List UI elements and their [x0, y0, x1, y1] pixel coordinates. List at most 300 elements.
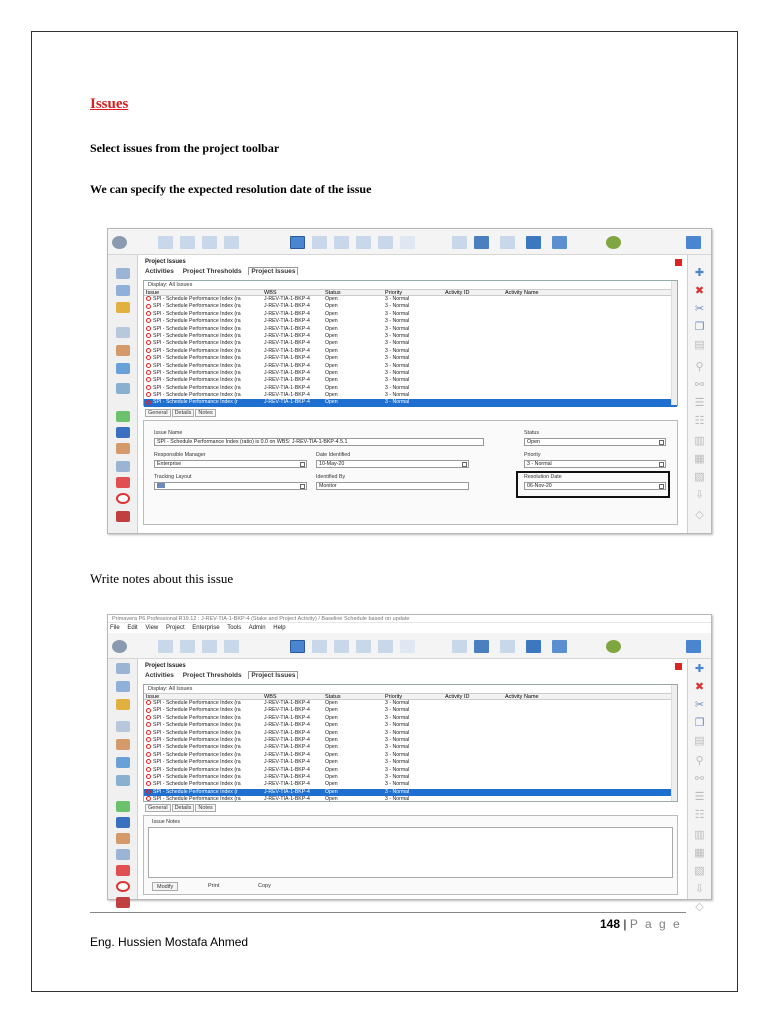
cell-activity-name — [505, 377, 625, 384]
cell-activity-id — [445, 318, 505, 325]
priority-select[interactable] — [524, 460, 666, 468]
cell-status: Open — [325, 781, 338, 788]
toolbar — [108, 633, 711, 659]
issue-alert-icon — [146, 781, 151, 786]
issue-text: SPI - Schedule Performance Index (ra — [153, 303, 241, 310]
cell-activity-id — [445, 340, 505, 347]
filter-icon[interactable] — [526, 236, 541, 249]
wbs-icon[interactable] — [116, 302, 130, 313]
issue-alert-icon — [146, 392, 151, 397]
steps-icon[interactable]: ▦ — [694, 847, 705, 859]
cell-issue — [144, 392, 264, 399]
instruction-resolution: We can specify the expected resolution date of the issue — [90, 182, 372, 196]
cell-activity-id — [445, 303, 505, 310]
tab-general[interactable]: General — [145, 804, 171, 812]
table-row[interactable] — [144, 355, 677, 362]
cell-status: Open — [325, 296, 338, 302]
date-identified-field[interactable] — [316, 460, 469, 468]
table-row[interactable] — [144, 318, 677, 325]
cell-priority: 3 - Normal — [385, 296, 410, 302]
vertical-scrollbar[interactable] — [671, 281, 677, 405]
cell-status: Open — [325, 355, 338, 362]
issue-text: SPI - Schedule Performance Index (ra — [153, 362, 241, 369]
left-toolbar — [108, 659, 138, 899]
delete-icon[interactable]: ✖ — [694, 681, 705, 693]
table-row[interactable] — [144, 752, 677, 759]
cell-activity-id — [445, 774, 505, 781]
author-footer: Eng. Hussien Mostafa Ahmed — [90, 935, 249, 949]
table-body — [144, 700, 677, 803]
wbs-icon[interactable] — [116, 699, 130, 710]
issue-text: SPI - Schedule Performance Index (ra — [153, 736, 241, 743]
settings-icon[interactable] — [112, 236, 127, 249]
issue-notes-editor[interactable] — [148, 827, 673, 878]
cell-activity-name — [505, 318, 625, 325]
table-row[interactable] — [144, 392, 677, 399]
instruction-notes: Write notes about this issue — [90, 571, 234, 586]
cell-activity-id — [445, 355, 505, 362]
col-status[interactable]: Status — [325, 694, 341, 700]
table-row[interactable] — [144, 296, 677, 303]
page-separator: | — [623, 917, 627, 931]
menu-enterprise[interactable]: Enterprise — [192, 625, 220, 631]
chart-icon[interactable] — [202, 640, 217, 653]
tracking-layout-field[interactable] — [154, 482, 307, 490]
menu-bar — [110, 625, 292, 631]
bar-icon[interactable] — [334, 640, 349, 653]
cell-issue — [144, 707, 264, 714]
col-status[interactable]: Status — [325, 290, 341, 296]
issues-nav-icon[interactable] — [116, 881, 130, 892]
layout-icon[interactable] — [158, 236, 173, 249]
issue-alert-icon — [146, 355, 151, 360]
assign-icon[interactable]: ⚲ — [695, 361, 704, 373]
risks-icon[interactable] — [116, 897, 130, 908]
table-row[interactable] — [144, 333, 677, 340]
col-issue[interactable]: Issue — [146, 694, 160, 700]
assign-icon[interactable]: ⚲ — [695, 755, 704, 767]
table-row[interactable] — [144, 370, 677, 377]
cell-activity-id — [445, 370, 505, 377]
cell-issue — [144, 355, 264, 362]
issue-alert-icon — [146, 774, 151, 779]
cell-priority: 3 - Normal — [385, 384, 410, 391]
issues-table — [143, 280, 678, 406]
reports-icon[interactable] — [116, 817, 130, 828]
display-filter[interactable]: Display: All Issues — [148, 282, 193, 288]
cell-status: Open — [325, 362, 338, 369]
cell-activity-name — [505, 392, 625, 399]
responsible-manager-field[interactable] — [154, 460, 307, 468]
outdent-icon[interactable]: ☷ — [694, 415, 705, 427]
cell-issue — [144, 377, 264, 384]
thresholds-icon[interactable] — [116, 477, 130, 488]
tracking-icon[interactable] — [116, 411, 130, 422]
paste-icon[interactable]: ▤ — [694, 339, 705, 351]
move-left-icon[interactable]: ◇ — [695, 901, 704, 913]
cell-activity-id — [445, 296, 505, 303]
close-icon[interactable] — [675, 663, 682, 670]
status-value: Open — [527, 439, 540, 445]
col-wbs[interactable]: WBS — [264, 290, 277, 296]
table-row[interactable] — [144, 700, 677, 707]
steps-icon[interactable]: ▦ — [694, 453, 705, 465]
align-icon[interactable] — [452, 640, 467, 653]
cell-priority: 3 - Normal — [385, 714, 410, 721]
cell-status: Open — [325, 796, 338, 803]
align-icon[interactable] — [452, 236, 467, 249]
table-row[interactable] — [144, 730, 677, 737]
group-icon[interactable] — [500, 640, 515, 653]
cell-status: Open — [325, 788, 338, 795]
menu-help[interactable]: Help — [273, 625, 286, 631]
chevron-down-icon[interactable] — [659, 440, 664, 445]
cell-priority: 3 - Normal — [385, 347, 410, 354]
col-activity-name[interactable]: Activity Name — [505, 694, 539, 700]
cell-priority: 3 - Normal — [385, 736, 410, 743]
move-down-icon[interactable]: ⇩ — [694, 489, 705, 501]
cell-activity-id — [445, 392, 505, 399]
zoom-icon[interactable] — [552, 236, 567, 249]
cell-wbs: J-REV-TIA-1-BKP-4 — [264, 714, 310, 721]
calendar-icon[interactable] — [462, 462, 467, 467]
move-down-icon[interactable]: ⇩ — [694, 883, 705, 895]
expenses-icon[interactable]: ▧ — [694, 471, 705, 483]
cell-activity-name — [505, 715, 625, 722]
display-filter[interactable]: Display: All Issues — [148, 686, 193, 692]
menu-project[interactable]: Project — [165, 625, 185, 631]
cell-wbs: J-REV-TIA-1-BKP-4 — [264, 707, 310, 714]
issue-alert-icon — [146, 722, 151, 727]
menu-file[interactable]: File — [110, 625, 120, 631]
chevron-down-icon[interactable] — [659, 462, 664, 467]
table-row[interactable] — [144, 722, 677, 729]
cell-status: Open — [325, 700, 338, 706]
cell-activity-name — [505, 311, 625, 318]
cell-wbs: J-REV-TIA-1-BKP-4 — [264, 751, 310, 758]
issue-alert-icon — [146, 311, 151, 316]
issue-alert-icon — [146, 363, 151, 368]
settings-icon[interactable] — [112, 640, 127, 653]
table-row[interactable] — [144, 744, 677, 751]
close-icon[interactable] — [675, 259, 682, 266]
tab-project-thresholds[interactable]: Project Thresholds — [182, 672, 242, 679]
col-activity-id[interactable]: Activity ID — [445, 290, 470, 296]
menu-edit[interactable]: Edit — [127, 625, 138, 631]
issue-alert-icon — [146, 744, 151, 749]
table-row[interactable] — [144, 303, 677, 310]
cell-wbs: J-REV-TIA-1-BKP-4 — [264, 399, 310, 406]
table-icon[interactable] — [312, 236, 327, 249]
add-icon[interactable]: ✚ — [694, 267, 705, 279]
zoom-icon[interactable] — [552, 640, 567, 653]
cell-issue — [144, 311, 264, 318]
issue-text: SPI - Schedule Performance Index (ra — [153, 369, 241, 376]
indent-icon[interactable]: ☰ — [694, 791, 705, 803]
eps-icon[interactable] — [116, 681, 130, 692]
tab-general[interactable]: General — [145, 409, 171, 417]
responsible-manager-label: Responsible Manager — [154, 452, 206, 458]
modify-button[interactable]: Modify — [152, 882, 178, 891]
cell-status: Open — [325, 736, 338, 743]
issues-icon[interactable] — [290, 640, 305, 653]
issue-alert-icon — [146, 759, 151, 764]
table-row[interactable] — [144, 796, 677, 803]
issue-text: SPI - Schedule Performance Index (ra — [153, 347, 241, 354]
grid-icon[interactable] — [180, 236, 195, 249]
issues-nav-icon[interactable] — [116, 493, 130, 504]
table-row[interactable] — [144, 348, 677, 355]
projects-icon[interactable] — [116, 268, 130, 279]
cell-status: Open — [325, 722, 338, 729]
tracking-icon[interactable] — [116, 801, 130, 812]
eps-icon[interactable] — [116, 285, 130, 296]
thresholds-icon[interactable] — [116, 865, 130, 876]
issue-name-field[interactable]: SPI - Schedule Performance Index (ratio) is 0.0 on WBS: J-REV-TIA-1-BKP-4.5.1 — [154, 438, 484, 446]
browse-icon[interactable] — [300, 462, 305, 467]
panels-icon[interactable] — [686, 640, 701, 653]
table-row[interactable] — [144, 759, 677, 766]
cell-priority: 3 - Normal — [385, 707, 410, 714]
copy-icon[interactable]: ❐ — [694, 321, 705, 333]
cell-activity-name — [505, 796, 625, 803]
table-row[interactable] — [144, 781, 677, 788]
delete-icon[interactable]: ✖ — [694, 285, 705, 297]
menu-tools[interactable]: Tools — [227, 625, 242, 631]
cell-issue — [144, 296, 264, 303]
cell-priority: 3 - Normal — [385, 392, 410, 399]
cell-issue — [144, 303, 264, 310]
copy-button[interactable]: Copy — [258, 883, 271, 889]
detail-tabs — [145, 410, 217, 416]
table-row[interactable] — [144, 399, 677, 406]
histogram-icon[interactable] — [378, 236, 393, 249]
cell-issue — [144, 399, 264, 406]
move-left-icon[interactable]: ◇ — [695, 509, 704, 521]
tab-notes[interactable]: Notes — [195, 804, 215, 812]
cell-wbs: J-REV-TIA-1-BKP-4 — [264, 729, 310, 736]
resolution-date-label: Resolution Date — [524, 474, 562, 480]
table-icon[interactable] — [312, 640, 327, 653]
scroll-icon[interactable] — [400, 236, 415, 249]
tab-project-issues[interactable]: Project Issues — [248, 267, 298, 275]
issue-alert-icon — [146, 752, 151, 757]
cell-status: Open — [325, 744, 338, 751]
layout-icon[interactable] — [158, 640, 173, 653]
cell-activity-name — [505, 296, 625, 303]
cell-issue — [144, 730, 264, 737]
screenshot-issue-general — [107, 228, 712, 534]
issue-text: SPI - Schedule Performance Index (ra — [153, 700, 241, 706]
cell-wbs: J-REV-TIA-1-BKP-4 — [264, 773, 310, 780]
indent-icon[interactable]: ☰ — [694, 397, 705, 409]
notebook-icon[interactable]: ▥ — [694, 829, 705, 841]
expenses-icon[interactable]: ▧ — [694, 865, 705, 877]
projects-icon[interactable] — [116, 663, 130, 674]
table-row[interactable] — [144, 363, 677, 370]
cell-activity-name — [505, 730, 625, 737]
print-button[interactable]: Print — [208, 883, 220, 889]
cell-priority: 3 - Normal — [385, 700, 410, 706]
cell-activity-id — [445, 377, 505, 384]
resources-icon[interactable] — [116, 739, 130, 750]
users-icon[interactable] — [116, 833, 130, 844]
vertical-scrollbar[interactable] — [671, 685, 677, 801]
documents-icon[interactable] — [116, 849, 130, 860]
tree-icon[interactable] — [356, 236, 371, 249]
issue-text: SPI - Schedule Performance Index (ra — [153, 729, 241, 736]
instruction-select: Select issues from the project toolbar — [90, 141, 280, 155]
folder-icon[interactable] — [116, 327, 130, 338]
cell-wbs: J-REV-TIA-1-BKP-4 — [264, 736, 310, 743]
cut-icon[interactable]: ✂ — [694, 303, 705, 315]
link-icon[interactable]: ⚯ — [694, 379, 705, 391]
cell-activity-id — [445, 796, 505, 803]
page-number-value: 148 — [600, 917, 621, 931]
cell-priority: 3 - Normal — [385, 773, 410, 780]
menu-admin[interactable]: Admin — [248, 625, 266, 631]
activities-icon[interactable] — [116, 757, 130, 768]
cell-priority: 3 - Normal — [385, 729, 410, 736]
cell-priority: 3 - Normal — [385, 332, 410, 339]
tab-project-thresholds[interactable]: Project Thresholds — [182, 268, 242, 275]
cell-issue — [144, 340, 264, 347]
issue-alert-icon — [146, 377, 151, 382]
cell-issue — [144, 759, 264, 766]
copy-icon[interactable]: ❐ — [694, 717, 705, 729]
resources-icon[interactable] — [116, 345, 130, 356]
progress-icon[interactable] — [606, 236, 621, 249]
tab-notes[interactable]: Notes — [195, 409, 215, 417]
cell-wbs: J-REV-TIA-1-BKP-4 — [264, 392, 310, 399]
cell-status: Open — [325, 714, 338, 721]
users-icon[interactable] — [116, 443, 130, 454]
cell-activity-name — [505, 370, 625, 377]
cell-issue — [144, 333, 264, 340]
add-icon[interactable]: ✚ — [694, 663, 705, 675]
scroll-icon[interactable] — [400, 640, 415, 653]
cell-activity-name — [505, 752, 625, 759]
table-row[interactable] — [144, 385, 677, 392]
cell-activity-name — [505, 348, 625, 355]
cell-issue — [144, 385, 264, 392]
columns-icon[interactable] — [474, 640, 489, 653]
assignments-icon[interactable] — [116, 775, 130, 786]
general-form — [143, 420, 678, 525]
issue-alert-icon — [146, 715, 151, 720]
group-icon[interactable] — [500, 236, 515, 249]
col-activity-name[interactable]: Activity Name — [505, 290, 539, 296]
histogram-icon[interactable] — [378, 640, 393, 653]
cell-activity-name — [505, 767, 625, 774]
cell-issue — [144, 348, 264, 355]
cell-activity-name — [505, 363, 625, 370]
menu-view[interactable]: View — [145, 625, 159, 631]
browse-icon[interactable] — [300, 484, 305, 489]
resolution-date-field[interactable] — [524, 482, 666, 490]
outdent-icon[interactable]: ☷ — [694, 809, 705, 821]
issue-name-label: Issue Name — [154, 430, 183, 436]
panels-icon[interactable] — [686, 236, 701, 249]
table-row[interactable] — [144, 340, 677, 347]
network-icon[interactable] — [224, 236, 239, 249]
chart-icon[interactable] — [202, 236, 217, 249]
bar-icon[interactable] — [334, 236, 349, 249]
col-activity-id[interactable]: Activity ID — [445, 694, 470, 700]
table-row[interactable] — [144, 377, 677, 384]
project-issues-panel — [139, 255, 686, 533]
filter-icon[interactable] — [526, 640, 541, 653]
reports-icon[interactable] — [116, 427, 130, 438]
col-priority[interactable]: Priority — [385, 290, 403, 296]
issue-alert-icon — [146, 730, 151, 735]
status-select[interactable] — [524, 438, 666, 446]
cell-priority: 3 - Normal — [385, 325, 410, 332]
identified-by-field[interactable]: Monitor — [316, 482, 469, 490]
cell-wbs: J-REV-TIA-1-BKP-4 — [264, 788, 310, 795]
table-row[interactable] — [144, 326, 677, 333]
table-row[interactable] — [144, 311, 677, 318]
table-row[interactable] — [144, 737, 677, 744]
notebook-icon[interactable]: ▥ — [694, 435, 705, 447]
issue-alert-icon — [146, 700, 151, 705]
col-wbs[interactable]: WBS — [264, 694, 277, 700]
issue-text: SPI - Schedule Performance Index (ra — [153, 318, 241, 325]
documents-icon[interactable] — [116, 461, 130, 472]
tab-details[interactable]: Details — [172, 409, 195, 417]
cell-activity-name — [505, 774, 625, 781]
table-row[interactable] — [144, 774, 677, 781]
tab-details[interactable]: Details — [172, 804, 195, 812]
assignments-icon[interactable] — [116, 383, 130, 394]
notes-form — [143, 815, 678, 895]
table-row[interactable] — [144, 707, 677, 714]
issue-alert-icon — [146, 348, 151, 353]
folder-icon[interactable] — [116, 721, 130, 732]
calendar-icon[interactable] — [659, 484, 664, 489]
cell-activity-id — [445, 707, 505, 714]
cell-activity-name — [505, 700, 625, 707]
paste-icon[interactable]: ▤ — [694, 735, 705, 747]
issue-alert-icon — [146, 796, 151, 801]
table-row[interactable] — [144, 789, 677, 796]
col-issue[interactable]: Issue — [146, 290, 160, 296]
cell-wbs: J-REV-TIA-1-BKP-4 — [264, 766, 310, 773]
risks-icon[interactable] — [116, 511, 130, 522]
cell-priority: 3 - Normal — [385, 399, 410, 406]
columns-icon[interactable] — [474, 236, 489, 249]
cell-issue — [144, 737, 264, 744]
network-icon[interactable] — [224, 640, 239, 653]
tab-activities[interactable]: Activities — [145, 268, 174, 275]
col-priority[interactable]: Priority — [385, 694, 403, 700]
cut-icon[interactable]: ✂ — [694, 699, 705, 711]
issue-alert-icon — [146, 326, 151, 331]
grid-icon[interactable] — [180, 640, 195, 653]
tab-project-issues[interactable]: Project Issues — [248, 671, 298, 679]
issues-icon[interactable] — [290, 236, 305, 249]
cell-activity-id — [445, 311, 505, 318]
tab-activities[interactable]: Activities — [145, 672, 174, 679]
cell-activity-id — [445, 399, 505, 406]
activities-icon[interactable] — [116, 363, 130, 374]
table-row[interactable] — [144, 715, 677, 722]
link-icon[interactable]: ⚯ — [694, 773, 705, 785]
progress-icon[interactable] — [606, 640, 621, 653]
table-row[interactable] — [144, 767, 677, 774]
issue-alert-icon — [146, 400, 151, 405]
tree-icon[interactable] — [356, 640, 371, 653]
